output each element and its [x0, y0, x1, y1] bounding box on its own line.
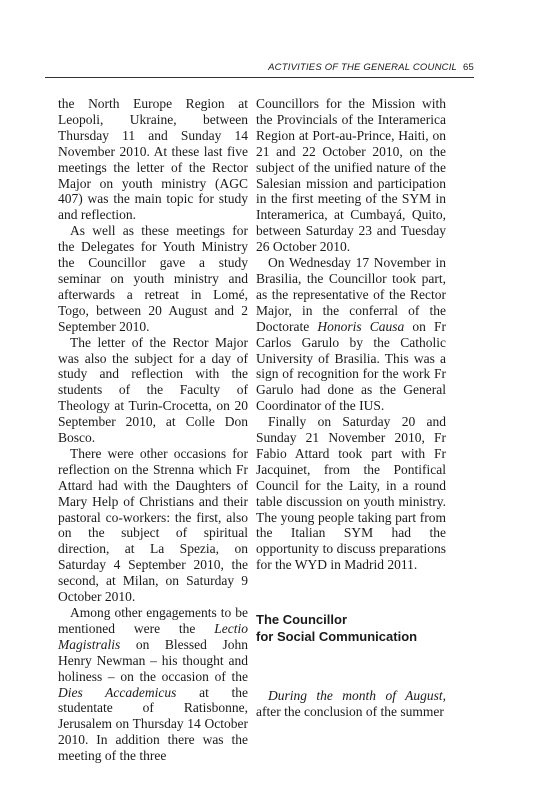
- left-paragraph-2: As well as these meetings for the Delegates for Youth Ministry the Councillor gave a study seminar on youth ministry and afterwards a retreat in Lomé, Togo, between 20 August and 2 September 2010.: [58, 223, 248, 334]
- running-header: [40, 62, 474, 73]
- honoris-causa-term: Honoris Causa: [317, 318, 405, 334]
- section-heading-line-1: The Councillor: [256, 612, 347, 628]
- right-column: [256, 96, 446, 720]
- lectio-text-after: at the studentate of Ratisbonne, Jerusalem on Thursday 14 October 2010. In addition there was the meeting of the three: [58, 684, 248, 764]
- right-paragraph-3: Finally on Saturday 20 and Sunday 21 November 2010, Fr Fabio Attard took part with Fr Jacquinet, from the Pontifical Council for the Laity, in a round table discussion on youth ministry. The young people taking part from the Italian SYM had the opportunity to discuss preparations for the WYD in Madrid 2011.: [256, 414, 446, 573]
- august-text-after: after the conclusion of the summer: [256, 704, 444, 720]
- right-paragraph-1: Councillors for the Mission with the Provincials of the Interamerica Region at Port-au-Prince, Haiti, on 21 and 22 October 2010, on the subject of the unified nature of the Salesian mission and participation in the first meeting of the SYM in Interamerica, at Cumbayá, Quito, between Saturday 23 and Tuesday 26 October 2010.: [256, 96, 446, 255]
- page-number: 65: [463, 62, 474, 73]
- brasilia-text-before: On Wednesday 17 November in Brasilia, the Councillor took part, as the representative of the Rector Major, in the conferral of the Doctorate: [256, 255, 446, 334]
- dies-accademicus-term: Dies Accademicus: [58, 684, 177, 700]
- running-title: ACTIVITIES OF THE GENERAL COUNCIL: [268, 62, 458, 73]
- right-paragraph-4: [256, 688, 446, 720]
- lectio-text-middle: on Blessed John Henry Newman – his thought and holiness – on the occasion of the: [58, 636, 248, 684]
- august-phrase: During the month of August,: [268, 688, 446, 704]
- left-column: [58, 96, 248, 764]
- left-paragraph-3: The letter of the Rector Major was also the subject for a day of study and reflection with the students of the Faculty of Theology at Turin-Crocetta, on 20 September 2010, at Colle Don Bosco.: [58, 334, 248, 446]
- lectio-magistralis-term: Lectio Magistralis: [58, 620, 248, 652]
- left-paragraph-4: There were other occasions for reflection on the Strenna which Fr Attard had with the Daughters of Mary Help of Christians and their pastoral co-workers: the first, also on the subject of spiritual direction, at La Spezia, on Saturday 4 September 2010, the second, at Milan, on Saturday 9 October 2010.: [58, 445, 248, 605]
- left-paragraph-1: the North Europe Region at Leopoli, Ukraine, between Thursday 11 and Sunday 14 November 2010. At these last five meetings the letter of the Rector Major on youth ministry (AGC 407) was the main topic for study and reflection.: [58, 96, 248, 223]
- left-paragraph-5: [58, 605, 248, 764]
- header-rule: [45, 77, 474, 78]
- right-paragraph-2: [256, 255, 446, 414]
- lectio-text-before: Among other engagements to be mentioned were the: [58, 605, 248, 636]
- brasilia-text-after: on Fr Carlos Garulo by the Catholic University of Brasilia. This was a sign of recognition for the work Fr Garulo had done as the General Coordinator of the IUS.: [256, 318, 446, 414]
- section-heading-line-2: for Social Communication: [256, 628, 418, 644]
- section-heading: [256, 612, 446, 645]
